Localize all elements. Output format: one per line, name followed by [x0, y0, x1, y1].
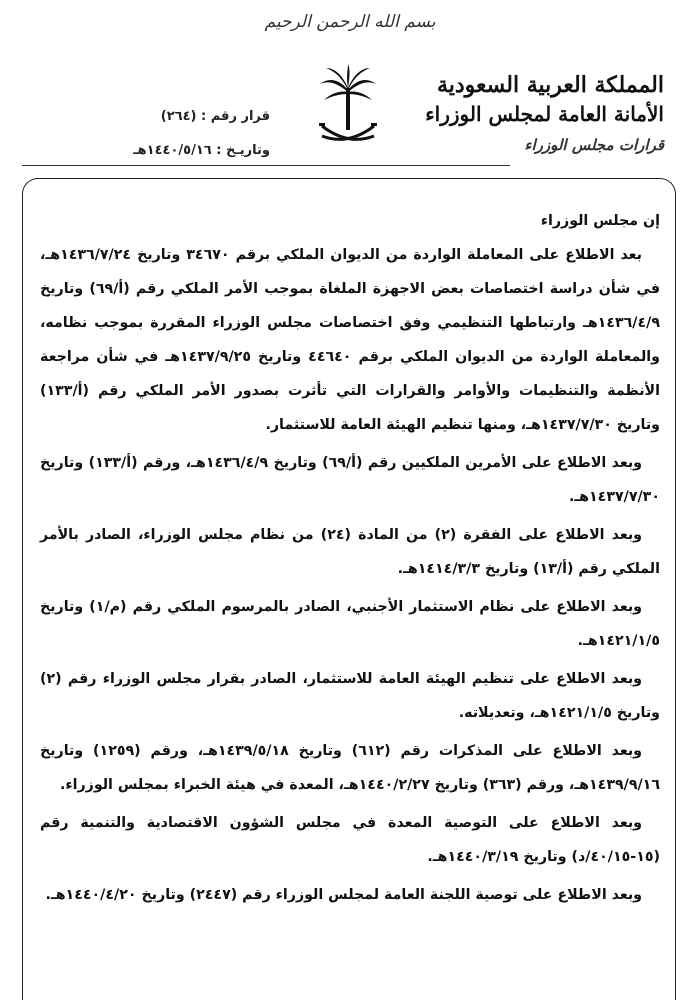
decision-body: [40, 204, 660, 916]
paragraph-3: وبعد الاطلاع على الفقرة (٢) من المادة (٢٤) من نظام مجلس الوزراء، الصادر بالأمر الملكي رقم (أ/١٣) وتاريخ ١٤١٤/٣/٣هـ.: [40, 527, 660, 577]
org-name-secretariat: الأمانة العامة لمجلس الوزراء: [425, 102, 664, 126]
body-intro: إن مجلس الوزراء: [540, 213, 660, 229]
document-series-title: قرارات مجلس الوزراء: [524, 136, 664, 154]
org-name-kingdom: المملكة العربية السعودية: [436, 72, 664, 98]
decision-number: قرار رقم : (٢٦٤): [160, 109, 270, 124]
palm-and-swords-emblem: [318, 64, 378, 150]
header-divider: [22, 165, 510, 166]
decision-info: [70, 100, 270, 168]
decision-date: وتاريـخ : ١٤٤٠/٥/١٦هـ: [133, 143, 270, 158]
basmala: بسم الله الرحمن الرحيم: [264, 12, 436, 32]
paragraph-7: وبعد الاطلاع على التوصية المعدة في مجلس الشؤون الاقتصادية والتنمية رقم (١٥-٤٠/١٥/د) وتاريخ ١٤٤٠/٣/١٩هـ.: [40, 815, 660, 865]
paragraph-6: وبعد الاطلاع على المذكرات رقم (٦١٢) وتاريخ ١٤٣٩/٥/١٨هـ، ورقم (١٢٥٩) وتاريخ ١٤٣٩/٩/١٦هـ، ورقم (٣٦٣) وتاريخ ١٤٤٠/٢/٢٧هـ، المعدة في هيئة الخبراء بمجلس الوزراء.: [40, 743, 660, 793]
paragraph-1: بعد الاطلاع على المعاملة الواردة من الديوان الملكي برقم ٣٤٦٧٠ وتاريخ ١٤٣٦/٧/٢٤هـ، في شأن دراسة اختصاصات بعض الاجهزة الملغاة بموجب الأمر الملكي رقم (أ/٦٩) وتاريخ ١٤٣٦/٤/٩هـ وارتباطها التنظيمي وفق اختصاصات مجلس الوزراء المقررة بموجب نظامه، والمعاملة الواردة من الديوان الملكي برقم ٤٤٦٤٠ وتاريخ ١٤٣٧/٩/٢٥هـ في شأن مراجعة الأنظمة والتنظيمات والأوامر والقرارات التي تأثرت بصدور الأمر الملكي رقم (أ/١٣٣) وتاريخ ١٤٣٧/٧/٣٠هـ، ومنها تنظيم الهيئة العامة للاستثمار.: [40, 247, 660, 433]
paragraph-8: وبعد الاطلاع على توصية اللجنة العامة لمجلس الوزراء رقم (٢٤٤٧) وتاريخ ١٤٤٠/٤/٢٠هـ.: [45, 887, 642, 903]
issuing-authority: [425, 70, 664, 156]
paragraph-2: وبعد الاطلاع على الأمرين الملكيين رقم (أ/٦٩) وتاريخ ١٤٣٦/٤/٩هـ، ورقم (أ/١٣٣) وتاريخ ١٤٣٧/٧/٣٠هـ.: [40, 455, 660, 505]
paragraph-4: وبعد الاطلاع على نظام الاستثمار الأجنبي، الصادر بالمرسوم الملكي رقم (م/١) وتاريخ ١٤٢١/١/٥هـ.: [40, 599, 660, 649]
paragraph-5: وبعد الاطلاع على تنظيم الهيئة العامة للاستثمار، الصادر بقرار مجلس الوزراء رقم (٢) وتاريخ ١٤٢١/١/٥هـ، وتعديلاته.: [40, 671, 660, 721]
